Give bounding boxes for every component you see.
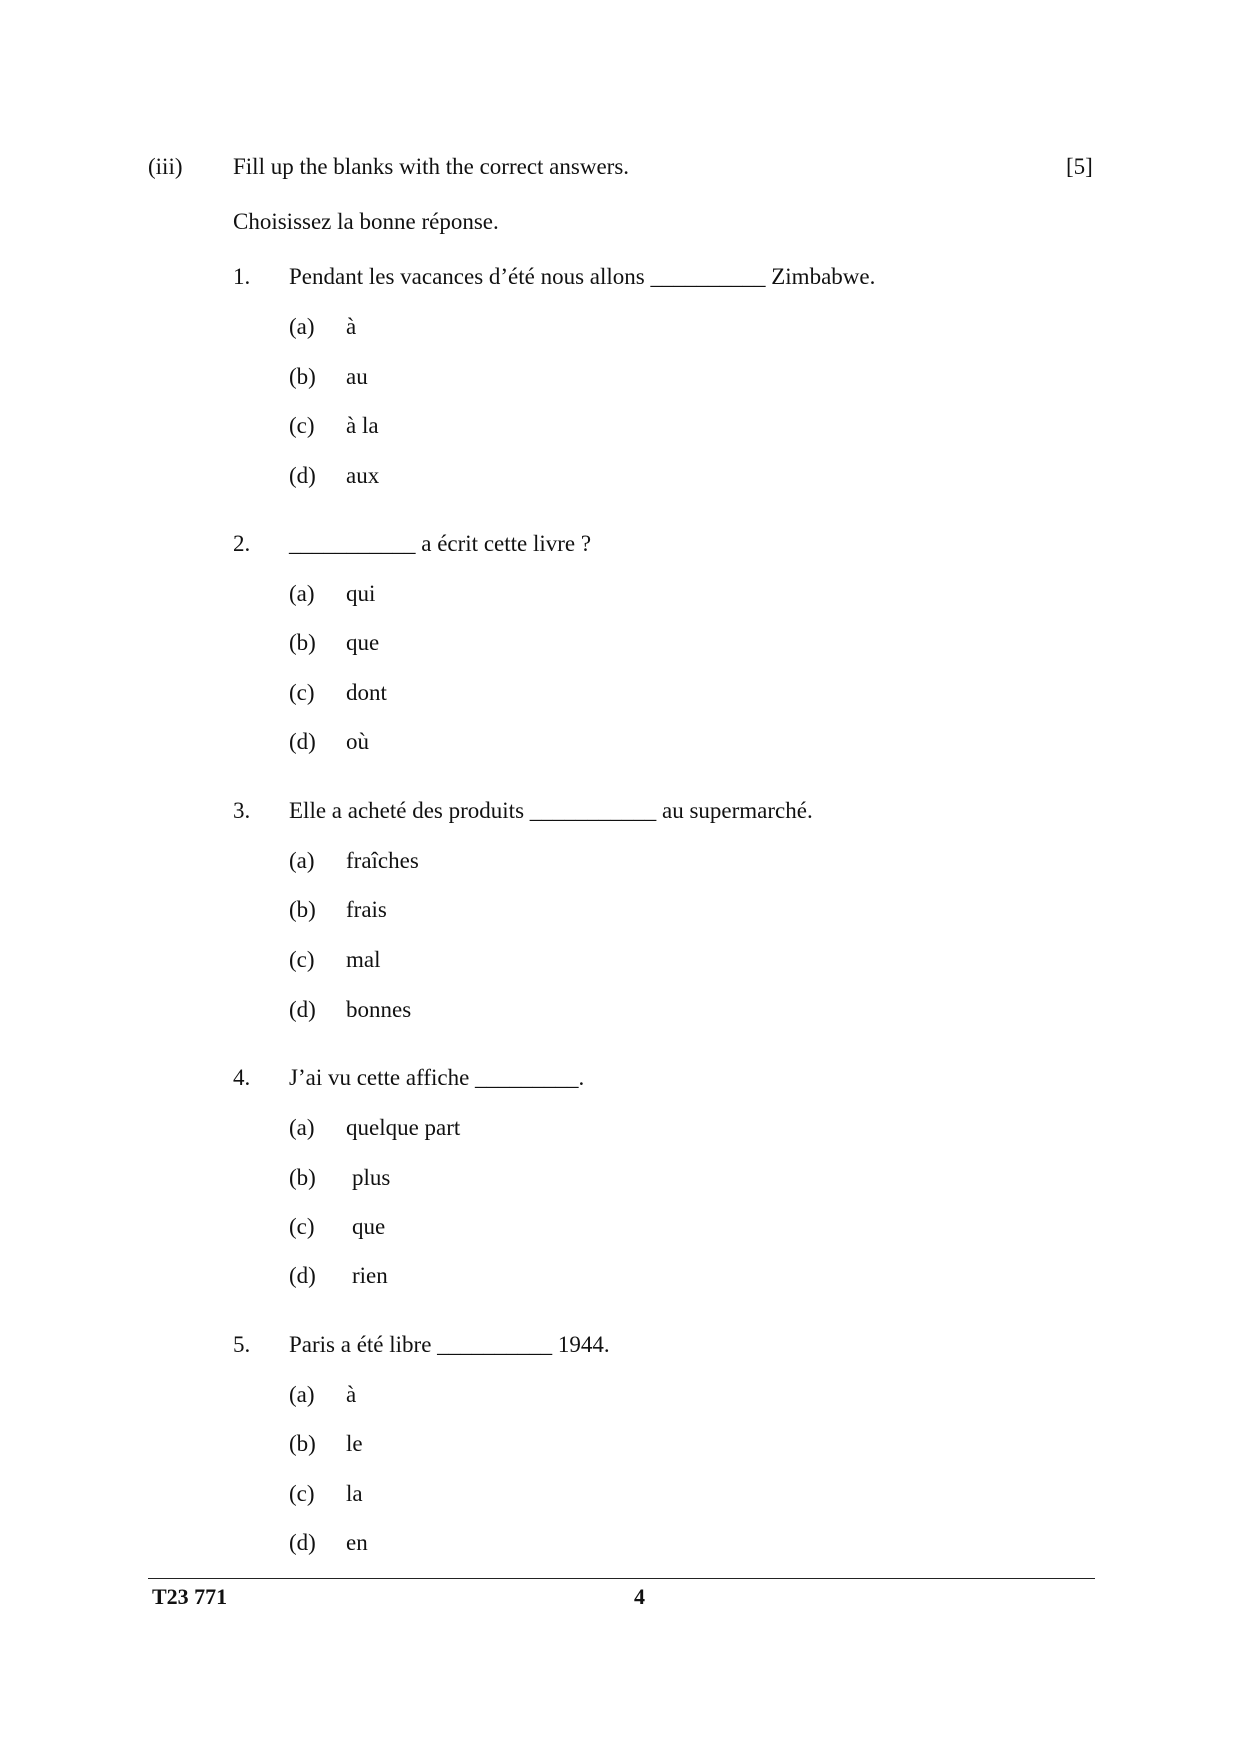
option-label: (a): [289, 1115, 315, 1140]
section-marks: [5]: [1066, 154, 1093, 179]
question-number: 3.: [233, 798, 251, 823]
option-label: (d): [289, 729, 316, 754]
option-text: à: [346, 314, 357, 339]
option-label: (a): [289, 848, 315, 873]
question-text: Elle a acheté des produits ___________ au supermarché.: [289, 798, 813, 823]
option-label: (b): [289, 897, 316, 922]
option-text: qui: [346, 581, 376, 606]
option-text: que: [352, 1214, 386, 1239]
question-text: Pendant les vacances d’été nous allons __________ Zimbabwe.: [289, 264, 876, 289]
option-label: (c): [289, 1214, 315, 1239]
option-label: (b): [289, 1165, 316, 1190]
section-number: (iii): [148, 154, 183, 179]
option-label: (b): [289, 1431, 316, 1456]
option-text: bonnes: [346, 997, 412, 1022]
option-text: que: [346, 630, 380, 655]
option-text: où: [346, 729, 369, 754]
option-label: (c): [289, 680, 315, 705]
option-text: rien: [352, 1263, 388, 1288]
option-text: la: [346, 1481, 363, 1506]
option-text: quelque part: [346, 1115, 461, 1140]
option-label: (a): [289, 581, 315, 606]
option-label: (d): [289, 997, 316, 1022]
option-label: (d): [289, 1530, 316, 1555]
option-text: frais: [346, 897, 387, 922]
option-text: plus: [352, 1165, 391, 1190]
question-number: 2.: [233, 531, 251, 556]
option-text: à: [346, 1382, 357, 1407]
option-text: le: [346, 1431, 363, 1456]
page-number: 4: [634, 1584, 645, 1609]
question-text: ___________ a écrit cette livre ?: [289, 531, 592, 556]
question-text: Paris a été libre __________ 1944.: [289, 1332, 610, 1357]
option-text: mal: [346, 947, 381, 972]
option-text: au: [346, 364, 368, 389]
paper-code: T23 771: [152, 1584, 228, 1609]
option-text: aux: [346, 463, 380, 488]
option-text: dont: [346, 680, 387, 705]
option-label: (c): [289, 1481, 315, 1506]
question-text: J’ai vu cette affiche _________.: [289, 1065, 585, 1090]
section-instruction-french: Choisissez la bonne réponse.: [233, 209, 499, 234]
question-number: 1.: [233, 264, 251, 289]
option-label: (a): [289, 314, 315, 339]
option-label: (a): [289, 1382, 315, 1407]
option-label: (b): [289, 364, 316, 389]
option-label: (c): [289, 413, 315, 438]
option-label: (d): [289, 463, 316, 488]
option-text: à la: [346, 413, 379, 438]
option-label: (b): [289, 630, 316, 655]
option-label: (d): [289, 1263, 316, 1288]
option-label: (c): [289, 947, 315, 972]
question-number: 4.: [233, 1065, 251, 1090]
section-instruction: Fill up the blanks with the correct answers.: [233, 154, 630, 179]
question-number: 5.: [233, 1332, 251, 1357]
footer-divider: [148, 1578, 1095, 1579]
option-text: en: [346, 1530, 368, 1555]
option-text: fraîches: [346, 848, 419, 873]
